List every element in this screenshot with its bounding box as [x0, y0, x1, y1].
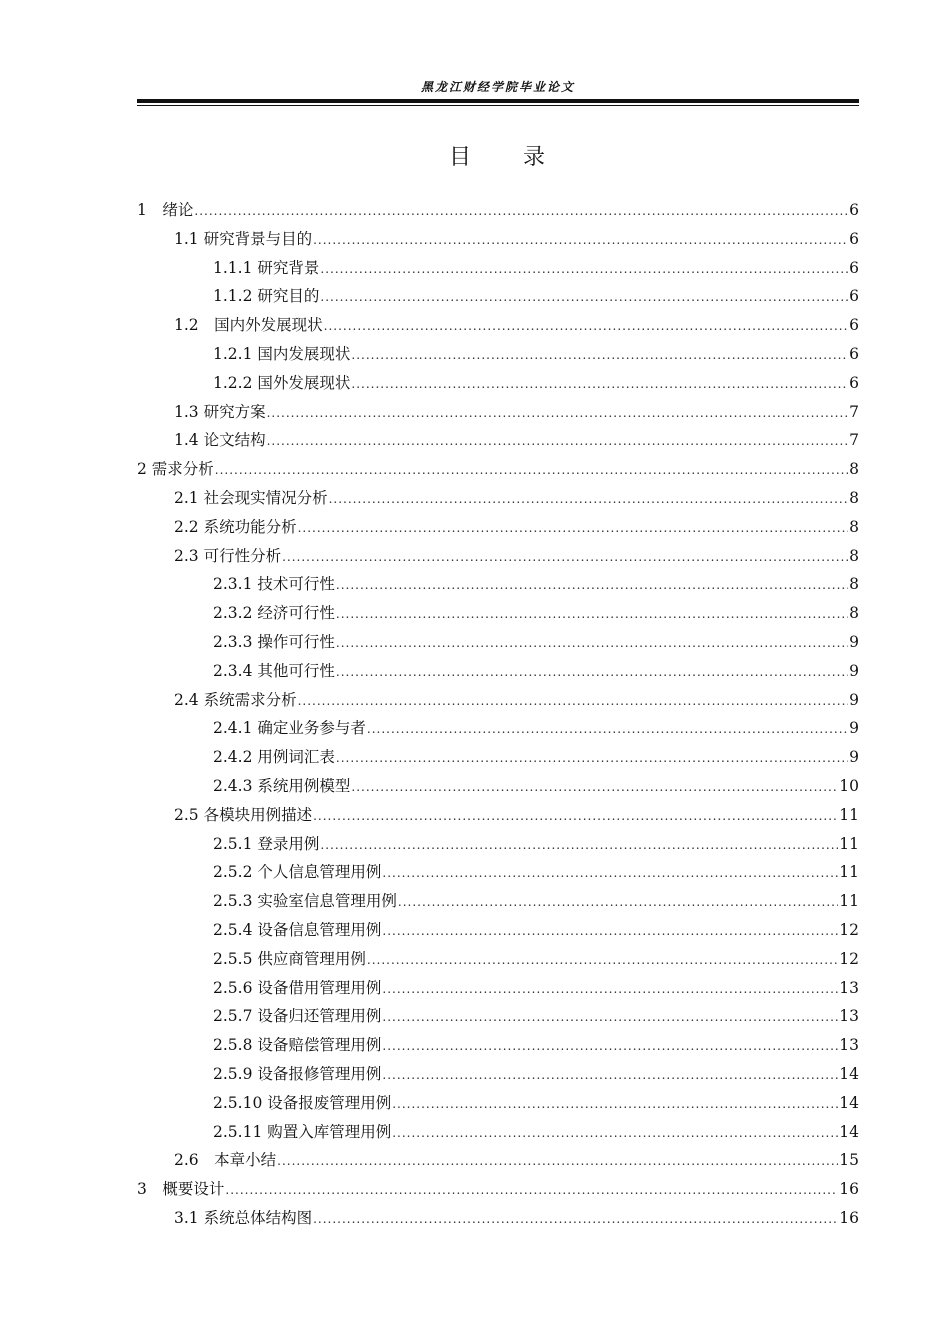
toc-dot-leader: [313, 1205, 838, 1234]
toc-entry-page: 6: [849, 373, 859, 392]
toc-entry-label: 2.4.1 确定业务参与者: [213, 719, 366, 738]
toc-entry-label: 2.3.4 其他可行性: [213, 661, 335, 680]
toc-dot-leader: [329, 485, 849, 514]
toc-entry-page: 8: [849, 460, 859, 479]
toc-entry[interactable]: [137, 945, 859, 974]
toc-entry[interactable]: [137, 974, 859, 1003]
toc-dot-leader: [277, 1147, 838, 1176]
toc-entry[interactable]: [137, 1146, 859, 1175]
toc-entry[interactable]: [137, 714, 859, 743]
toc-entry-page: 12: [839, 949, 859, 968]
toc-dot-leader: [194, 197, 848, 226]
toc-entry-label: 2.4 系统需求分析: [174, 690, 297, 709]
toc-entry-page: 7: [849, 431, 859, 450]
header-rule-thick: [137, 99, 859, 103]
toc-entry[interactable]: [137, 398, 859, 427]
toc-dot-leader: [382, 975, 838, 1004]
toc-entry-label: 3.1 系统总体结构图: [174, 1208, 313, 1227]
toc-entry-label: 2.2 系统功能分析: [174, 517, 297, 536]
toc-entry[interactable]: [137, 743, 859, 772]
toc-dot-leader: [336, 658, 848, 687]
toc-entry-label: 2.3.1 技术可行性: [213, 575, 335, 594]
toc-entry-label: 2.4.3 系统用例模型: [213, 776, 351, 795]
toc-dot-leader: [382, 1061, 838, 1090]
toc-entry-label: 1.2.2 国外发展现状: [213, 373, 351, 392]
toc-entry[interactable]: [137, 254, 859, 283]
toc-entry[interactable]: [137, 1118, 859, 1147]
toc-entry-label: 2.1 社会现实情况分析: [174, 488, 328, 507]
toc-entry[interactable]: [137, 916, 859, 945]
toc-entry-label: 2.5.9 设备报修管理用例: [213, 1064, 382, 1083]
toc-entry-label: 2.5.2 个人信息管理用例: [213, 863, 382, 882]
toc-entry-page: 9: [849, 690, 859, 709]
toc-entry-page: 8: [849, 488, 859, 507]
toc-entry-page: 8: [849, 517, 859, 536]
toc-entry[interactable]: [137, 772, 859, 801]
toc-title-left: 目: [448, 145, 473, 170]
toc-entry-page: 16: [839, 1208, 859, 1227]
toc-entry-page: 14: [839, 1064, 859, 1083]
toc-dot-leader: [298, 514, 849, 543]
toc-dot-leader: [382, 1003, 838, 1032]
toc-entry-page: 7: [849, 402, 859, 421]
toc-entry[interactable]: [137, 484, 859, 513]
toc-entry[interactable]: [137, 1031, 859, 1060]
toc-entry-page: 9: [849, 719, 859, 738]
toc-entry-label: 2.5.8 设备赔偿管理用例: [213, 1036, 382, 1055]
toc-entry[interactable]: [137, 1204, 859, 1233]
toc-entry-label: 2.5.4 设备信息管理用例: [213, 920, 382, 939]
toc-entry[interactable]: [137, 542, 859, 571]
toc-entry[interactable]: [137, 369, 859, 398]
toc-entry-page: 16: [839, 1180, 859, 1199]
toc-entry-page: 8: [849, 546, 859, 565]
toc-entry[interactable]: [137, 426, 859, 455]
page-header: 黑龙江财经学院毕业论文: [420, 80, 575, 94]
toc-dot-leader: [215, 456, 848, 485]
toc-entry[interactable]: [137, 1002, 859, 1031]
toc-entry-label: 1.3 研究方案: [174, 402, 266, 421]
toc-entry[interactable]: [137, 225, 859, 254]
toc-entry[interactable]: [137, 686, 859, 715]
toc-entry-page: 14: [839, 1093, 859, 1112]
toc-dot-leader: [367, 946, 838, 975]
toc-entry[interactable]: [137, 858, 859, 887]
toc-dot-leader: [351, 370, 848, 399]
toc-entry-label: 1.2 国内外发展现状: [174, 316, 323, 335]
toc-entry-page: 9: [849, 661, 859, 680]
toc-dot-leader: [324, 312, 848, 341]
toc-entry-page: 6: [849, 316, 859, 335]
toc-dot-leader: [267, 399, 849, 428]
toc-dot-leader: [320, 255, 848, 284]
toc-entry[interactable]: [137, 1060, 859, 1089]
toc-dot-leader: [298, 687, 849, 716]
toc-entry-page: 8: [849, 604, 859, 623]
toc-entry[interactable]: [137, 599, 859, 628]
toc-entry-page: 9: [849, 632, 859, 651]
toc-dot-leader: [336, 600, 848, 629]
toc-entry-label: 1.1 研究背景与目的: [174, 229, 313, 248]
toc-entry-page: 11: [839, 892, 859, 911]
toc-entry-label: 2.5.1 登录用例: [213, 834, 320, 853]
toc-dot-leader: [282, 543, 848, 572]
toc-entry-label: 1 绪论: [137, 201, 194, 219]
toc-entry[interactable]: [137, 801, 859, 830]
toc-entry-page: 11: [839, 805, 859, 824]
toc-entry-label: 2.3.2 经济可行性: [213, 604, 335, 623]
toc-dot-leader: [267, 427, 849, 456]
toc-entry-label: 2.6 本章小结: [174, 1151, 277, 1170]
toc-entry-label: 2.4.2 用例词汇表: [213, 748, 335, 767]
toc-list: [137, 196, 859, 1233]
toc-dot-leader: [351, 773, 838, 802]
toc-entry-page: 6: [849, 287, 859, 306]
toc-entry-label: 1.4 论文结构: [174, 431, 266, 450]
toc-entry-label: 1.1.2 研究目的: [213, 287, 320, 306]
header-rule-thin: [137, 105, 859, 106]
toc-entry-label: 2.5.3 实验室信息管理用例: [213, 892, 397, 911]
toc-entry[interactable]: [137, 628, 859, 657]
toc-entry-page: 6: [849, 229, 859, 248]
toc-entry-label: 2 需求分析: [137, 460, 214, 479]
toc-entry-page: 11: [839, 863, 859, 882]
toc-entry-page: 11: [839, 834, 859, 853]
toc-entry-label: 2.5.7 设备归还管理用例: [213, 1007, 382, 1026]
toc-dot-leader: [313, 802, 838, 831]
toc-dot-leader: [392, 1119, 838, 1148]
toc-title: [137, 140, 859, 171]
toc-dot-leader: [382, 859, 838, 888]
toc-entry[interactable]: [137, 340, 859, 369]
toc-entry-label: 2.3 可行性分析: [174, 546, 282, 565]
toc-entry-page: 10: [839, 776, 859, 795]
toc-dot-leader: [320, 283, 848, 312]
toc-entry-label: 2.5.11 购置入库管理用例: [213, 1122, 392, 1141]
toc-entry-page: 9: [849, 748, 859, 767]
toc-entry-page: 15: [839, 1151, 859, 1170]
toc-dot-leader: [336, 571, 848, 600]
toc-dot-leader: [398, 888, 838, 917]
toc-entry-page: 6: [849, 201, 859, 219]
toc-dot-leader: [336, 744, 848, 773]
toc-entry-label: 1.1.1 研究背景: [213, 258, 320, 277]
toc-dot-leader: [392, 1090, 838, 1119]
toc-entry-page: 6: [849, 344, 859, 363]
toc-dot-leader: [320, 831, 838, 860]
toc-entry-label: 2.5.6 设备借用管理用例: [213, 978, 382, 997]
toc-dot-leader: [351, 341, 848, 370]
toc-entry-label: 2.3.3 操作可行性: [213, 632, 335, 651]
toc-entry[interactable]: [137, 311, 859, 340]
toc-entry[interactable]: [137, 196, 859, 225]
toc-entry-page: 13: [839, 1007, 859, 1026]
toc-dot-leader: [382, 1032, 838, 1061]
toc-dot-leader: [313, 226, 848, 255]
toc-entry-page: 14: [839, 1122, 859, 1141]
toc-entry-label: 2.5 各模块用例描述: [174, 805, 313, 824]
toc-entry-label: 1.2.1 国内发展现状: [213, 344, 351, 363]
toc-entry[interactable]: [137, 1175, 859, 1204]
toc-entry[interactable]: [137, 830, 859, 859]
toc-entry[interactable]: [137, 455, 859, 484]
toc-entry-page: 13: [839, 1036, 859, 1055]
toc-title-right: 录: [523, 145, 548, 170]
toc-entry[interactable]: [137, 513, 859, 542]
toc-entry-page: 6: [849, 258, 859, 277]
toc-entry-label: 3 概要设计: [137, 1180, 225, 1199]
toc-entry[interactable]: [137, 657, 859, 686]
toc-entry[interactable]: [137, 887, 859, 916]
toc-entry-label: 2.5.10 设备报废管理用例: [213, 1093, 392, 1112]
toc-entry-label: 2.5.5 供应商管理用例: [213, 949, 366, 968]
toc-dot-leader: [382, 917, 838, 946]
toc-entry[interactable]: [137, 570, 859, 599]
toc-dot-leader: [336, 629, 848, 658]
toc-dot-leader: [367, 715, 848, 744]
toc-entry-page: 8: [849, 575, 859, 594]
toc-entry[interactable]: [137, 282, 859, 311]
toc-entry-page: 13: [839, 978, 859, 997]
toc-dot-leader: [225, 1176, 838, 1205]
toc-entry[interactable]: [137, 1089, 859, 1118]
toc-entry-page: 12: [839, 920, 859, 939]
